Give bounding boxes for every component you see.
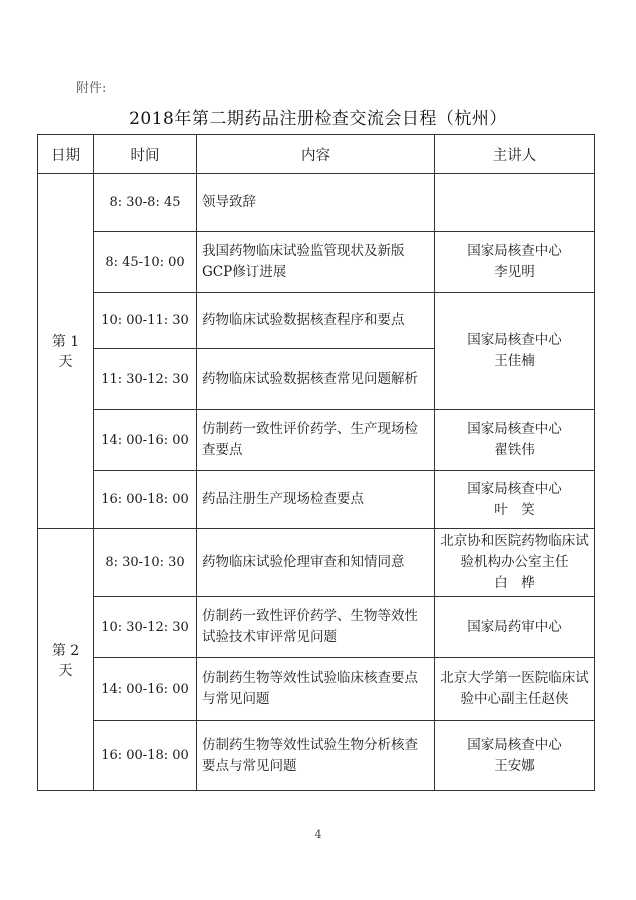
session-speaker: 国家局核查中心 翟铁伟 (435, 410, 595, 471)
session-speaker: 国家局核查中心 李见明 (435, 232, 595, 293)
table-row (38, 232, 595, 293)
table-row (38, 471, 595, 529)
table-row (38, 174, 595, 232)
session-speaker: 国家局核查中心 叶 笑 (435, 471, 595, 529)
session-speaker: 北京大学第一医院临床试验中心副主任赵侠 (435, 658, 595, 721)
session-content: 仿制药生物等效性试验临床核查要点与常见问题 (197, 658, 435, 721)
session-content: 药物临床试验伦理审查和知情同意 (197, 529, 435, 597)
page-title: 2018年第二期药品注册检查交流会日程（杭州） (129, 109, 507, 129)
session-time: 10: 00-11: 30 (94, 293, 197, 349)
header-content: 内容 (197, 135, 435, 174)
table-row (38, 658, 595, 721)
table-row (38, 293, 595, 349)
page-number: 4 (314, 828, 322, 841)
session-content: 仿制药一致性评价药学、生物等效性试验技术审评常见问题 (197, 597, 435, 658)
header-time: 时间 (94, 135, 197, 174)
header-speaker: 主讲人 (435, 135, 595, 174)
session-time: 14: 00-16: 00 (94, 410, 197, 471)
day-label: 第 2 天 (38, 529, 94, 791)
table-row (38, 597, 595, 658)
session-time: 8: 45-10: 00 (94, 232, 197, 293)
session-time: 16: 00-18: 00 (94, 471, 197, 529)
table-row (38, 529, 595, 597)
session-content: 领导致辞 (197, 174, 435, 232)
table-row (38, 410, 595, 471)
session-content: 药品注册生产现场检查要点 (197, 471, 435, 529)
day-label: 第 1 天 (38, 174, 94, 529)
session-speaker (435, 174, 595, 232)
session-content: 药物临床试验数据核查常见问题解析 (197, 349, 435, 410)
session-time: 8: 30-10: 30 (94, 529, 197, 597)
session-content: 仿制药生物等效性试验生物分析核查要点与常见问题 (197, 721, 435, 791)
session-time: 11: 30-12: 30 (94, 349, 197, 410)
session-time: 10: 30-12: 30 (94, 597, 197, 658)
session-time: 8: 30-8: 45 (94, 174, 197, 232)
session-time: 14: 00-16: 00 (94, 658, 197, 721)
session-speaker: 北京协和医院药物临床试验机构办公室主任 白 桦 (435, 529, 595, 597)
header-date: 日期 (38, 135, 94, 174)
session-time: 16: 00-18: 00 (94, 721, 197, 791)
table-row (38, 721, 595, 791)
attachment-label: 附件: (76, 81, 107, 96)
session-speaker: 国家局药审中心 (435, 597, 595, 658)
schedule-table (37, 134, 595, 791)
session-speaker: 国家局核查中心 王佳楠 (435, 293, 595, 410)
session-content: 药物临床试验数据核查程序和要点 (197, 293, 435, 349)
session-speaker: 国家局核查中心 王安娜 (435, 721, 595, 791)
session-content: 仿制药一致性评价药学、生产现场检查要点 (197, 410, 435, 471)
table-header-row (38, 135, 595, 174)
session-content: 我国药物临床试验监管现状及新版GCP修订进展 (197, 232, 435, 293)
